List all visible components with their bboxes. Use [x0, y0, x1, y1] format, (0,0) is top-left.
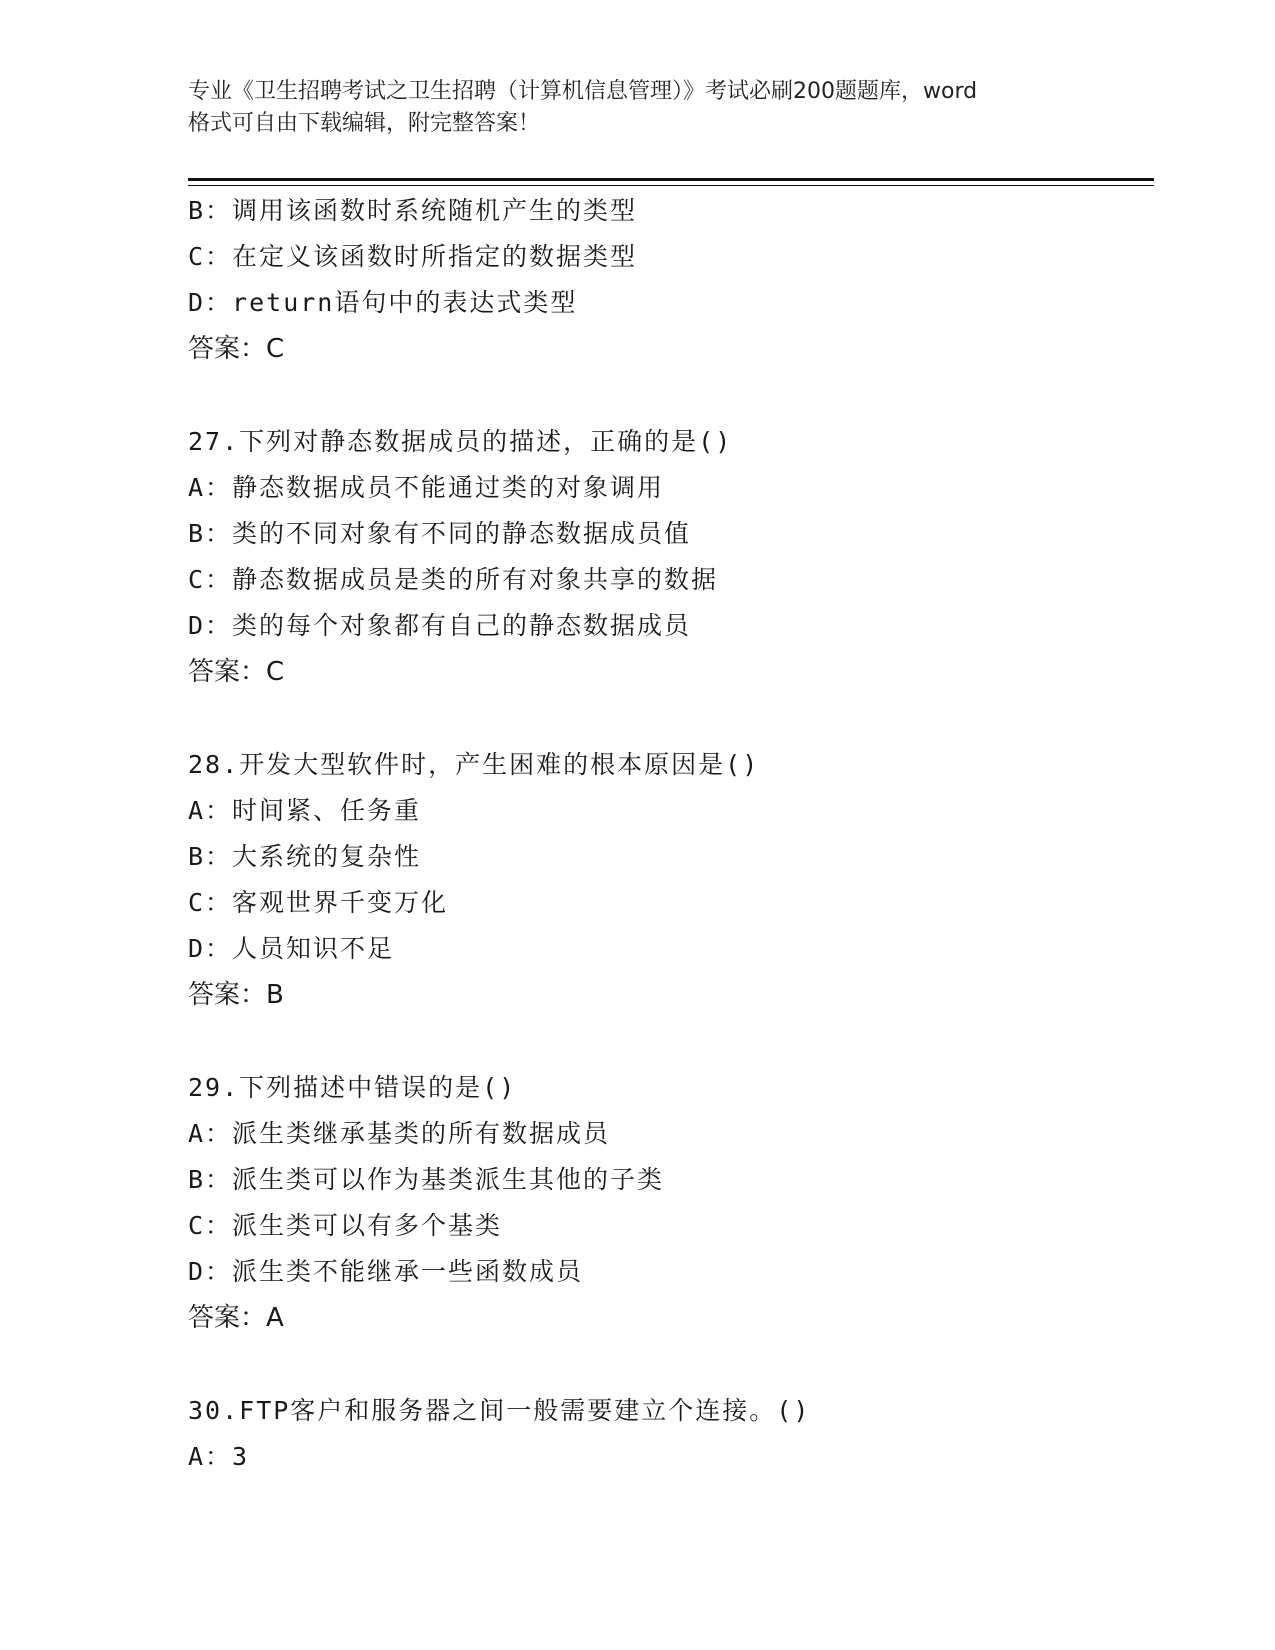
option-d: D：派生类不能继承一些函数成员 [188, 1257, 584, 1286]
option-b: B：大系统的复杂性 [188, 842, 422, 871]
option-d: D：类的每个对象都有自己的静态数据成员 [188, 611, 692, 640]
question-stem: 30.FTP客户和服务器之间一般需要建立个连接。() [188, 1396, 811, 1425]
option-c: C：派生类可以有多个基类 [188, 1211, 503, 1240]
spacer [188, 695, 1148, 742]
header-divider-thin [188, 185, 1154, 186]
answer-line: 答案：C [188, 334, 285, 364]
option-d: D：人员知识不足 [188, 934, 395, 963]
option-b: B：派生类可以作为基类派生其他的子类 [188, 1165, 665, 1194]
spacer [188, 1018, 1148, 1065]
option-a: A：3 [188, 1442, 250, 1471]
option-a: A：派生类继承基类的所有数据成员 [188, 1119, 611, 1148]
question-list [188, 188, 1148, 1480]
option-c: C：在定义该函数时所指定的数据类型 [188, 242, 638, 271]
option-b: B：类的不同对象有不同的静态数据成员值 [188, 519, 692, 548]
question-block-29 [188, 1065, 1148, 1341]
header-title-line-2: 格式可自由下载编辑，附完整答案！ [188, 111, 541, 136]
option-a: A：静态数据成员不能通过类的对象调用 [188, 473, 665, 502]
option-b: B：调用该函数时系统随机产生的类型 [188, 196, 638, 225]
document-header [188, 76, 1088, 140]
question-stem: 27.下列对静态数据成员的描述，正确的是() [188, 427, 733, 456]
answer-line: 答案：A [188, 1303, 284, 1333]
question-block-27 [188, 419, 1148, 695]
question-block-26 [188, 188, 1148, 372]
spacer [188, 1341, 1148, 1388]
question-stem: 29.下列描述中错误的是() [188, 1073, 517, 1102]
option-c: C：静态数据成员是类的所有对象共享的数据 [188, 565, 719, 594]
question-stem: 28.开发大型软件时，产生困难的根本原因是() [188, 750, 760, 779]
answer-line: 答案：C [188, 657, 285, 687]
option-a: A：时间紧、任务重 [188, 796, 422, 825]
spacer [188, 372, 1148, 419]
option-c: C：客观世界千变万化 [188, 888, 449, 917]
header-divider-thick [188, 178, 1154, 181]
header-title-line-1: 专业《卫生招聘考试之卫生招聘（计算机信息管理）》考试必刷200题题库，word [188, 79, 978, 104]
option-d: D：return语句中的表达式类型 [188, 288, 578, 317]
question-block-30 [188, 1388, 1148, 1480]
question-block-28 [188, 742, 1148, 1018]
answer-line: 答案：B [188, 980, 284, 1010]
